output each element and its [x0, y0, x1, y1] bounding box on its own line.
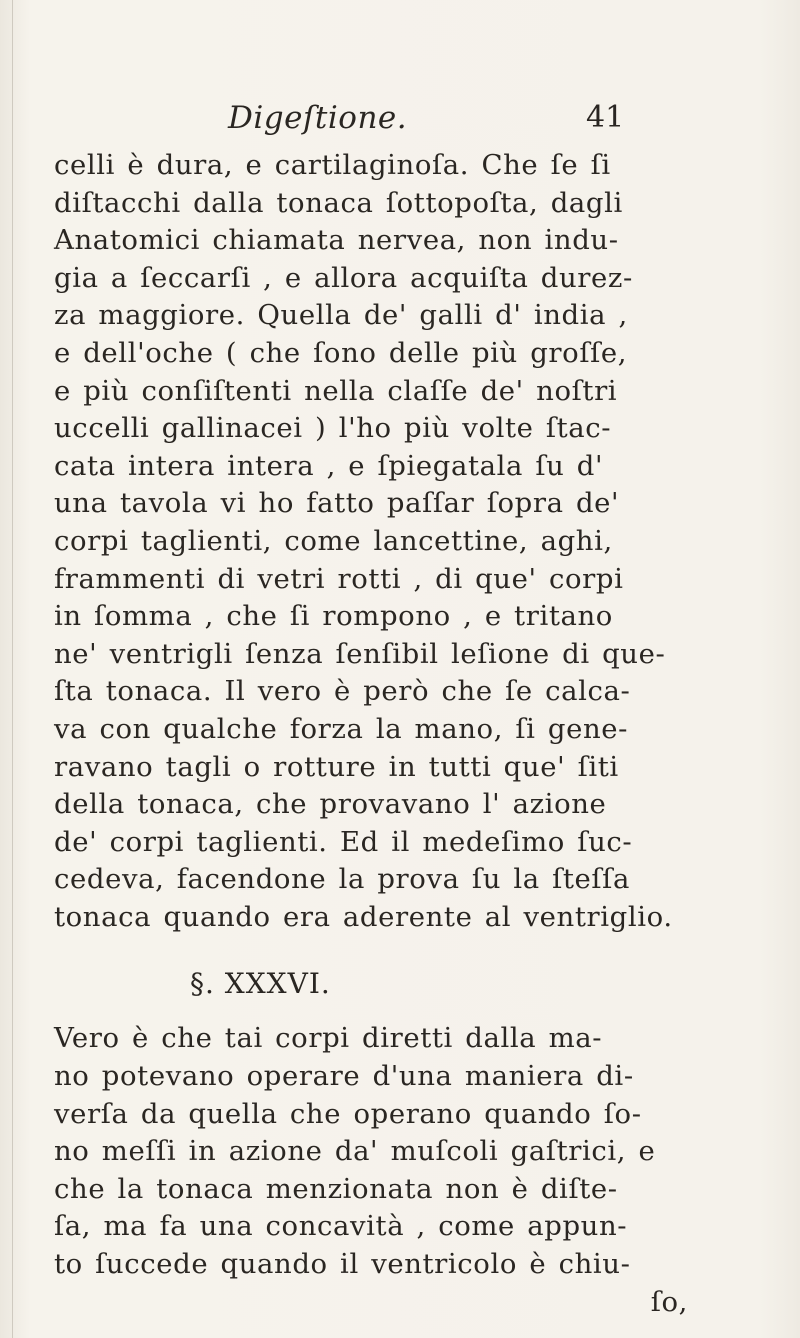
text-line: cedeva, facendone la prova ſu la ſteſſa — [54, 863, 630, 896]
page-number: 41 — [586, 100, 625, 135]
text-line: no meſſi in azione da' muſcoli gaſtrici, e — [54, 1135, 656, 1168]
text-line: cata intera intera , e ſpiegatala ſu d' — [54, 449, 604, 482]
text-line: ravano tagli o rotture in tutti que' ſiti — [54, 750, 619, 783]
running-title: Digeſtione. — [228, 100, 408, 136]
text-line: corpi taglienti, come lancettine, aghi, — [54, 524, 613, 557]
text-line: no potevano operare d'una maniera di- — [54, 1060, 634, 1093]
text-line: ne' ventrigli ſenza ſenſibil leſione di que- — [54, 637, 666, 670]
text-line: e più conſiſtenti nella claſſe de' noſtri — [54, 374, 618, 407]
text-line: e dell'oche ( che ſono delle più groſſe, — [54, 336, 628, 369]
text-line: ſa, ma fa una concavità , come appun- — [54, 1210, 628, 1243]
text-line: frammenti di vetri rotti , di que' corpi — [54, 562, 624, 595]
body-text — [54, 147, 774, 1321]
text-line: diſtacchi dalla tonaca ſottopoſta, dagli — [54, 186, 623, 219]
text-line: Anatomici chiamata nervea, non indu- — [54, 224, 619, 257]
text-line: verſa da quella che operano quando ſo- — [54, 1097, 642, 1130]
text-line: ſta tonaca. Il vero è però che ſe calca- — [54, 675, 631, 708]
paragraph-2 — [54, 1020, 774, 1283]
page-header — [0, 100, 800, 148]
text-line: della tonaca, che provavano l' azione — [54, 788, 607, 821]
text-line: Vero è che tai corpi diretti dalla ma- — [54, 1022, 603, 1055]
text-line: gia a ſeccarſi , e allora acquiſta durez- — [54, 261, 633, 294]
text-line: che la tonaca menzionata non è diſte- — [54, 1172, 618, 1205]
page-gutter-edge — [12, 0, 13, 1338]
text-line: de' corpi taglienti. Ed il medeſimo ſuc- — [54, 825, 633, 858]
text-line: celli è dura, e cartilaginoſa. Che ſe ſi — [54, 149, 611, 181]
text-line: in ſomma , che ſi rompono , e tritano — [54, 600, 613, 633]
text-line: tonaca quando era aderente al ventriglio. — [54, 900, 673, 933]
text-line: una tavola vi ho fatto paſſar ſopra de' — [54, 487, 620, 520]
text-line: uccelli gallinacei ) l'ho più volte ſtac- — [54, 412, 612, 445]
section-heading: §. XXXVI. — [190, 967, 331, 1001]
catchword: ſo, — [650, 1285, 688, 1318]
text-line: za maggiore. Quella de' galli d' india , — [54, 299, 628, 332]
text-line: to ſuccede quando il ventricolo è chiu- — [54, 1248, 631, 1281]
paragraph-1 — [54, 147, 774, 936]
text-line: va con qualche forza la mano, ſi gene- — [54, 712, 629, 745]
